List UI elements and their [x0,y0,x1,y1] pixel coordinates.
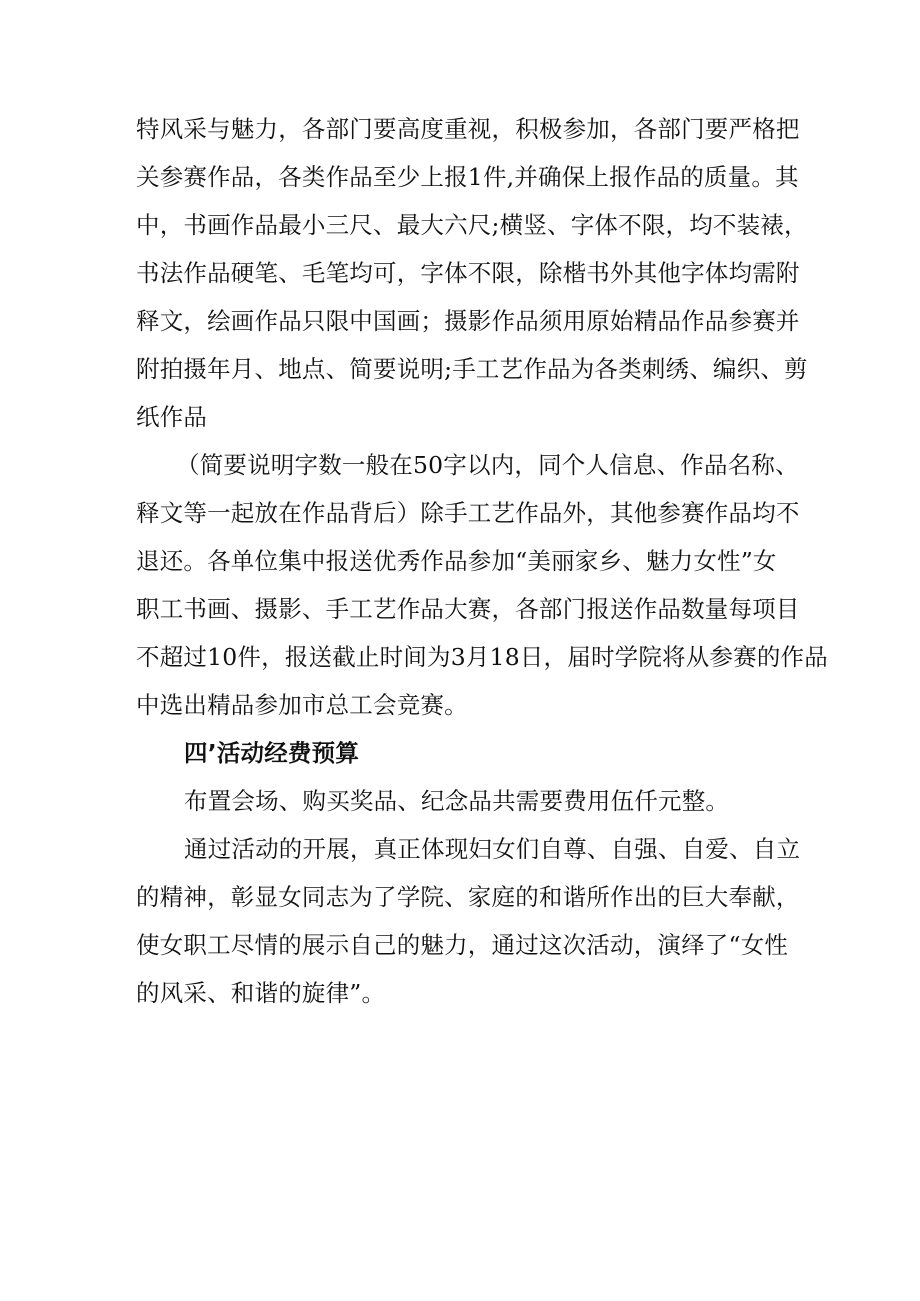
paragraph-line: 布置会场、购买奖品、纪念品共需要费用伍仟元整。 [184,787,730,815]
paragraph-line: 特风采与魅力，各部门要高度重视，积极参加，各部门要严格把 [136,115,800,143]
paragraph-line: 职工书画、摄影、手工艺作品大赛，各部门报送作品数量每项目 [136,595,800,623]
paragraph-line: 通过活动的开展，真正体现妇女们自尊、自强、自爱、自立 [184,835,801,863]
paragraph-line: 使女职工尽情的展示自己的魅力，通过这次活动，演绎了“女性 [136,931,789,959]
paragraph-line: 纸作品 [136,403,208,431]
section-heading: 四’活动经费预算 [184,739,360,767]
paragraph-line: 附拍摄年月、地点、简要说明;手工艺作品为各类刺绣、编织、剪 [136,355,808,383]
paragraph-line: 书法作品硬笔、毛笔均可，字体不限，除楷书外其他字体均需附 [136,259,800,287]
paragraph-line: 释文等一起放在作品背后）除手工艺作品外，其他参赛作品均不 [136,499,800,527]
paragraph-line: 中，书画作品最小三尺、最大六尺;横竖、字体不限，均不装裱， [136,211,808,239]
paragraph-line: 释文，绘画作品只限中国画；摄影作品须用原始精品作品参赛并 [136,307,800,335]
paragraph-line: 退还。各单位集中报送优秀作品参加“美丽家乡、魅力女性”女 [136,547,777,575]
paragraph-line: 的风采、和谐的旋律”。 [136,979,386,1007]
paragraph-line: （简要说明字数一般在50字以内，同个人信息、作品名称、 [176,451,799,479]
paragraph-line: 不超过10件，报送截止时间为3月18日，届时学院将从参赛的作品 [136,643,828,671]
paragraph-line: 的精神，彰显女同志为了学院、家庭的和谐所作出的巨大奉献， [136,883,800,911]
paragraph-line: 关参赛作品，各类作品至少上报1件,并确保上报作品的质量。其 [136,163,799,191]
paragraph-line: 中选出精品参加市总工会竞赛。 [136,691,468,719]
